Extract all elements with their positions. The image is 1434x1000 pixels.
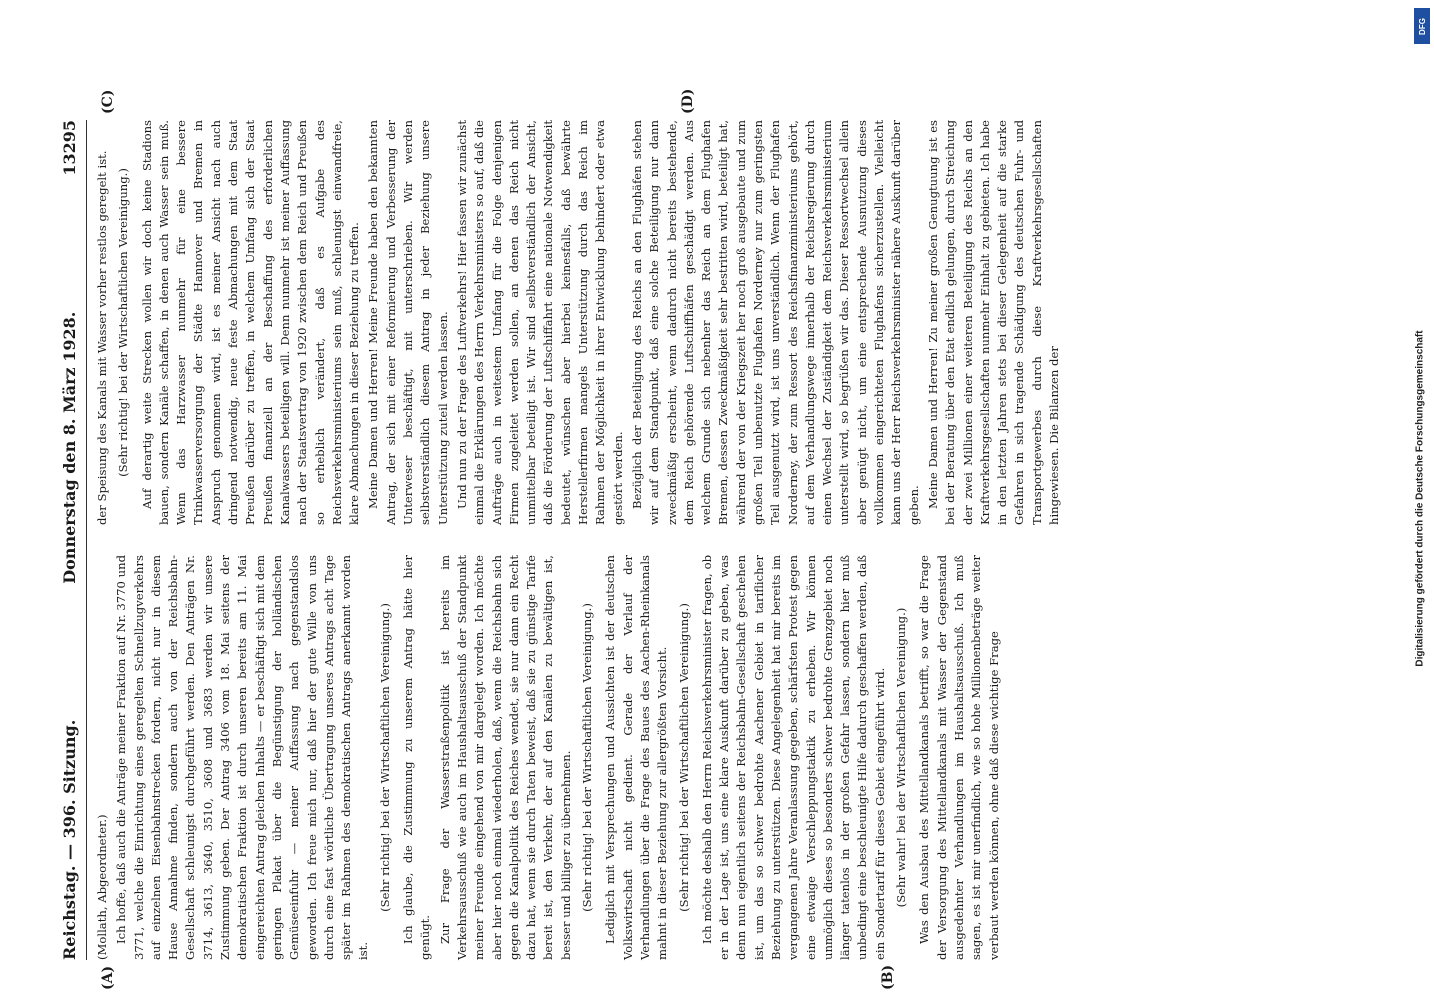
left-column [94,555,1005,960]
paragraph: Meine Damen und Herren! Meine Freunde haben den bekannten Antrag, der sich mit einer Reformierung und Verbesserung der Unterweser beschäftigt, mit unterschrieben. Wir werden selbstverständlich diesem Antrag in jeder Beziehung unsere Unterstützung zuteil werden lassen. [366,120,450,525]
interjection: (Sehr richtig! bei der Wirtschaftlichen Vereinigung.) [580,603,595,912]
dfg-logo-text: DFG [1417,17,1427,35]
digitization-text: Digitalisierung gefördert durch die Deutsche Forschungsgemeinschaft [1414,329,1426,667]
interjection: (Sehr wahr! bei der Wirtschaftlichen Vereinigung.) [894,607,909,908]
paragraph: Ich möchte deshalb den Herrn Reichsverkehrsminister fragen, ob er in der Lage ist, uns eine klare Auskunft darüber zu geben, was denn nun eigentlich seitens der Reichsbahn-Gesellschaft geschehen ist, um das so schwer bedrohte Aachener Gebiet in tariflicher Beziehung zu unterstützen. Diese Angelegenheit hat mir bereits im vergangenen Jahre Veranlassung gegeben, schärfsten Protest gegen eine etwaige Verschleppungstaktik zu erheben. Wir können unmöglich dieses so besonders schwer bedrohte Grenzgebiet noch länger tatenlos in der großen Gefahr lassen, sondern hier muß unbedingt eine beschleunigte Hilfe dadurch geschaffen werden, daß ein Sondertarif für dieses Gebiet eingeführt wird. [699,555,887,960]
paragraph: Meine Damen und Herren! Zu meiner großen Genugtuung ist es bei der Beratung über den Etat endlich gelungen, durch Streichung der zwei Millionen einer weiteren Beteiligung des Reichs an den Kraftverkehrsgesellschaften nunmehr Einhalt zu gebieten. Ich habe in den letzten Jahren stets bei dieser Gelegenheit auf die starke Gefahren in sich tragende Schädigung des deutschen Fuhr- und Transportgewerbes durch diese Kraftverkehrsgesellschaften hingewiesen. Die Bilanzen der [925,120,1062,525]
interjection: (Sehr richtig! bei der Wirtschaftlichen Vereinigung.) [116,168,131,477]
document-page [60,88,1330,990]
paragraph: Bezüglich der Beteiligung des Reichs an den Flughäfen stehen wir auf dem Standpunkt, daß eine solche Beteiligung nur dann zweckmäßig erscheint, wenn dadurch nicht bereits bestehende, dem Reich gehörende Luftschiffhäfen geschädigt werden. Aus welchem Grunde sich nebenher das Reich an dem Flughafen Bremen, dessen Zweckmäßigkeit sehr bestritten wird, beteiligt hat, während der von der Kriegszeit her noch groß ausgebaute und zum großen Teil unbenutzte Flughafen Norderney nur zum geringsten Teil ausgenutzt wird, ist uns unverständlich. Wenn der Flughafen Norderney, der zum Ressort des Reichsfinanzministeriums gehört, auf dem Verhandlungswege innerhalb der Reichsregierung durch einen Wechsel der Zuständigkeit dem Reichsverkehrsministerium unterstellt wird, so begrüßen wir das. Dieser Ressortwechsel allein aber genügt nicht, um eine entsprechende Ausnutzung dieses vollkommen eingerichteten Flughafens sicherzustellen. Vielleicht kann uns der Herr Reichsverkehrsminister nähere Auskunft darüber geben. [629,120,921,525]
paragraph: Lediglich mit Versprechungen und Aussichten ist der deutschen Volkswirtschaft nicht gedient. Gerade der Verlauf der Verhandlungen über die Frage des Baues des Aachen-Rheinkanals mahnt in dieser Beziehung zur allergrößten Vorsicht. [603,555,670,960]
paragraph: Ich glaube, die Zustimmung zu unserem Antrag hätte hier genügt. [401,555,433,960]
page-number: 13295 [60,120,79,176]
margin-marker-d: (D) [680,88,696,114]
header-session: Reichstag. — 396. Sitzung. [60,719,79,960]
paragraph: Was den Ausbau des Mittellandkanals betrifft, so war die Frage der Versorgung des Mittellandkanals mit Wasser der Gegenstand ausgedehnter Verhandlungen im Haushaltsausschuß. Ich muß sagen, es ist mir unerfindlich, wie so hohe Millionenbeträge weiter verbaut werden können, ohne daß diese wichtige Frage [917,555,1001,960]
paragraph: Zur Frage der Wasserstraßenpolitik ist bereits im Verkehrsausschuß wie auch im Haushaltsausschuß der Standpunkt meiner Freunde eingehend von mir dargelegt worden. Ich möchte aber hier noch einmal wiederholen, daß, wenn die Reichsbahn sich gegen die Kanalpolitik des Reiches wendet, sie nur dann ein Recht dazu hat, wenn sie durch Taten beweist, daß sie zu günstige Tarife bereit ist, den Verkehr, der auf den Kanälen zu bewältigen ist, besser und billiger zu übernehmen. [437,555,573,960]
margin-marker-b: (B) [880,964,896,990]
digitization-note [1408,8,1432,988]
interjection: (Sehr richtig! bei der Wirtschaftlichen Vereinigung.) [377,603,392,912]
header-rule [86,120,87,960]
paragraph: Und nun zu der Frage des Luftverkehrs! Hier fassen wir zunächst einmal die Erklärungen des Herrn Verkehrsministers so auf, daß die Aufträge auch in weitestem Umfang für die Folge denjenigen Firmen zugeleitet werden sollen, an denen das Reich nicht unmittelbar beteiligt ist. Wir sind selbstverständlich der Ansicht, daß die Förderung der Luftschiffahrt eine nationale Notwendigkeit bedeutet, wünschen aber hierbei keinesfalls, daß bewährte Herstellerfirmen mangels Unterstützung durch das Reich im Rahmen der Möglichkeit in ihrer Entwicklung behindert oder etwa gestört werden. [454,120,625,525]
interjection: (Sehr richtig! bei der Wirtschaftlichen Vereinigung.) [676,603,691,912]
right-column [94,120,1065,525]
page-header [60,120,86,960]
margin-marker-c: (C) [100,89,116,114]
paragraph: der Speisung des Kanals mit Wasser vorher restlos geregelt ist. [95,150,109,525]
paragraph: Auf derartig weite Strecken wollen wir doch keine Stadions bauen, sondern Kanäle schaffen, in denen auch Wasser sein muß. Wenn das Harzwasser nunmehr für eine bessere Trinkwasserversorgung der Städte Hannover und Bremen in Anspruch genommen wird, ist es meiner Ansicht nach auch dringend notwendig, neue feste Abmachungen mit dem Staat Preußen darüber zu treffen, in welchem Umfang sich der Staat Preußen finanziell an der Beschaffung des erforderlichen Kanalwassers beteiligen will. Denn nunmehr ist meiner Auffassung nach der Staatsvertrag von 1920 zwischen dem Reich und Preußen so erheblich verändert, daß es Aufgabe des Reichsverkehrsministeriums sein muß, schleunigst einwandfreie, klare Abmachungen in dieser Beziehung zu treffen. [139,120,362,525]
speaker-line: (Mollath, Abgeordneter.) [95,814,109,960]
header-date: Donnerstag den 8. März 1928. [60,311,79,584]
margin-marker-a: (A) [100,965,116,990]
paragraph: Ich hoffe, daß auch die Anträge meiner Fraktion auf Nr. 3770 und 3771, welche die Einrichtung eines geregelten Schnellzugverkehrs auf einzelnen Eisenbahnstrecken fordern, nicht nur in diesem Hause Annahme finden, sondern auch von der Reichsbahn-Gesellschaft schleunigst durchgeführt werden. Den Anträgen Nr. 3714, 3613, 3640, 3510, 3608 und 3683 werden wir unsere Zustimmung geben. Der Antrag 3406 vom 18. Mai seitens der demokratischen Fraktion ist durch unseren bereits am 11. Mai eingereichten Antrag gleichen Inhalts — er beschäftigt sich mit dem geringen Plakat über die Begünstigung der holländischen Gemüseeinfuhr — meiner Auffassung nach gegenstandslos geworden. Ich freue mich nur, daß hier der gute Wille von uns durch eine fast wörtliche Übertragung unseres Antrags acht Tage später im Rahmen des demokratischen Antrags anerkannt worden ist. [114,555,371,960]
